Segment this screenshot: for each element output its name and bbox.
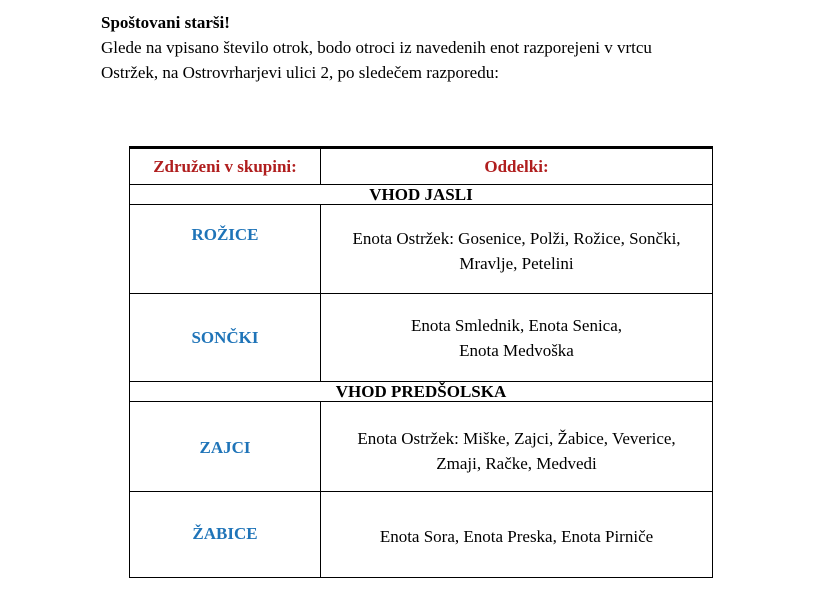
table-row bbox=[130, 294, 713, 382]
departments-cell bbox=[321, 402, 713, 492]
departments-line: Enota Medvoška bbox=[459, 340, 574, 360]
departments-cell bbox=[321, 492, 713, 578]
departments-line: Zmaji, Račke, Medvedi bbox=[436, 454, 597, 473]
greeting: Spoštovani starši! bbox=[101, 13, 230, 32]
departments-line: Enota Smlednik, Enota Senica, bbox=[410, 315, 623, 335]
section-row-jasli bbox=[130, 185, 713, 205]
departments-line: Enota Ostržek: Gosenice, Polži, Rožice, Sončki, bbox=[352, 229, 681, 248]
departments-line: Mravlje, Petelini bbox=[459, 254, 574, 273]
table-row bbox=[130, 402, 713, 492]
table-row bbox=[130, 205, 713, 294]
header-departments: Oddelki: bbox=[321, 148, 713, 185]
group-name: ŽABICE bbox=[130, 492, 321, 578]
section-title: VHOD PREDŠOLSKA bbox=[130, 382, 713, 402]
departments-line: Enota Ostržek: Miške, Zajci, Žabice, Veverice, bbox=[357, 429, 676, 448]
group-name: ROŽICE bbox=[130, 205, 321, 294]
group-name: SONČKI bbox=[130, 294, 321, 382]
group-name: ZAJCI bbox=[130, 402, 321, 492]
intro-text bbox=[101, 10, 801, 85]
table-row bbox=[130, 492, 713, 578]
table-header-row bbox=[130, 148, 713, 185]
departments-line: Enota Sora, Enota Preska, Enota Pirniče bbox=[379, 527, 654, 546]
schedule-table bbox=[129, 146, 713, 578]
departments-cell bbox=[321, 294, 713, 382]
section-title: VHOD JASLI bbox=[130, 185, 713, 205]
intro-line-2: Ostržek, na Ostrovrharjevi ulici 2, po sledečem razporedu: bbox=[101, 63, 499, 82]
section-row-predsolska bbox=[130, 382, 713, 402]
departments-cell bbox=[321, 205, 713, 294]
intro-line-1: Glede na vpisano število otrok, bodo otroci iz navedenih enot razporejeni v vrtcu bbox=[101, 38, 652, 57]
header-group: Združeni v skupini: bbox=[130, 148, 321, 185]
